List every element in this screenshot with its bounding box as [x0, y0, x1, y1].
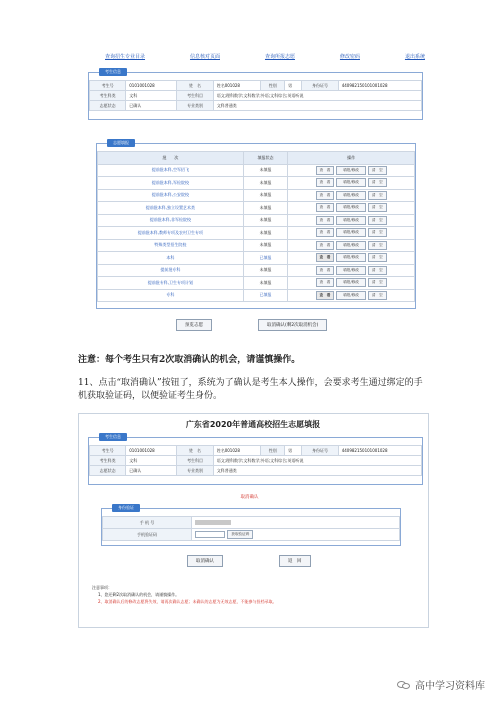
name-label: 姓 名	[177, 446, 213, 456]
col-action: 操作	[288, 152, 415, 165]
table-row	[98, 289, 415, 302]
back-button[interactable]: 返 回	[279, 555, 311, 567]
notes-list	[92, 584, 277, 605]
subjects-value: 语文;理科数学;文科数学;外语;文科综合;英语听说	[213, 91, 421, 101]
view-button[interactable]: 查 看	[316, 166, 335, 175]
batch-name: 提前批本科,空军招飞	[98, 164, 244, 177]
cancel-confirm-submit[interactable]: 取消确认	[187, 555, 223, 567]
name-value: 姓名001028	[213, 81, 261, 91]
exam-no-value: 0101001028	[126, 446, 177, 456]
note-item: 2、取消确认后的修改志愿将失效，请再次确认志愿；未确认的志愿为无效志愿，不能参与投档录取。	[98, 599, 277, 604]
nav-major-catalog[interactable]: 查询招生专业目录	[105, 54, 146, 60]
edit-button[interactable]: 填报/修改	[336, 253, 366, 262]
panel-title: 考生信息	[99, 68, 127, 76]
volunteer-panel	[96, 140, 416, 309]
exam-no-value: 0101001028	[126, 81, 177, 91]
view-button[interactable]: 查 看	[316, 278, 335, 287]
wechat-icon	[397, 680, 411, 690]
panel-title: 身份验证	[112, 504, 140, 512]
view-button[interactable]: 查 看	[316, 253, 335, 262]
fill-state: 未填报	[243, 164, 287, 177]
view-button[interactable]: 查 看	[316, 203, 335, 212]
clear-button[interactable]: 清 空	[368, 228, 387, 237]
table-row	[98, 264, 415, 277]
phone-masked-value	[195, 520, 231, 525]
row-actions	[288, 214, 415, 227]
clear-button[interactable]: 清 空	[368, 253, 387, 262]
batch-name: 提前批本科,教师专项及农村卫生专项	[98, 227, 244, 240]
get-code-button[interactable]: 获取验证码	[227, 530, 253, 539]
fill-state: 未填报	[243, 214, 287, 227]
category-value: 文科	[126, 91, 177, 101]
subjects-label: 考生科目	[177, 456, 213, 466]
note-item: 1、您还剩2次取消确认的机会，请谨慎操作。	[98, 592, 180, 597]
view-button[interactable]: 查 看	[316, 228, 335, 237]
gender-value: 男	[285, 446, 302, 456]
view-button[interactable]: 查 看	[316, 216, 335, 225]
row-actions	[288, 164, 415, 177]
row-actions	[288, 264, 415, 277]
identity-verify-panel	[101, 505, 401, 546]
major-value: 文科普通类	[213, 466, 421, 476]
batch-name: 特殊类型招生院校	[98, 239, 244, 252]
cancel-confirm-heading: 取消确认	[240, 495, 259, 500]
clear-button[interactable]: 清 空	[368, 178, 387, 187]
table-row	[98, 177, 415, 190]
status-value: 已确认	[126, 466, 177, 476]
fill-state: 未填报	[243, 264, 287, 277]
exam-no-label: 考生号	[90, 81, 126, 91]
view-button[interactable]: 查 看	[316, 178, 335, 187]
subjects-label: 考生科目	[177, 91, 213, 101]
id-label: 身份证号	[302, 446, 338, 456]
batch-name: 提前批本科,军检院校	[98, 177, 244, 190]
row-actions	[288, 239, 415, 252]
category-value: 文科	[126, 456, 177, 466]
id-label: 身份证号	[302, 81, 338, 91]
fill-state: 未填报	[243, 202, 287, 215]
volunteer-table	[97, 151, 415, 302]
edit-button[interactable]: 填报/修改	[336, 203, 366, 212]
edit-button[interactable]: 填报/修改	[336, 191, 366, 200]
student-info-table	[89, 445, 422, 476]
phone-label: 手 机 号	[103, 517, 192, 529]
table-row	[98, 252, 415, 265]
edit-button[interactable]: 填报/修改	[336, 228, 366, 237]
clear-button[interactable]: 清 空	[368, 216, 387, 225]
nav-query-volunteer[interactable]: 查询所报志愿	[264, 54, 295, 60]
top-nav	[105, 53, 425, 60]
student-info-panel	[88, 69, 423, 120]
batch-name: 提前批专科	[98, 264, 244, 277]
row-actions	[288, 189, 415, 202]
clear-button[interactable]: 清 空	[368, 291, 387, 300]
clear-button[interactable]: 清 空	[368, 241, 387, 250]
gender-value: 男	[285, 81, 302, 91]
fill-state: 未填报	[243, 277, 287, 290]
preview-button[interactable]: 预览志愿	[176, 319, 212, 331]
edit-button[interactable]: 填报/修改	[336, 216, 366, 225]
clear-button[interactable]: 清 空	[368, 278, 387, 287]
clear-button[interactable]: 清 空	[368, 266, 387, 275]
batch-name: 提前批本科,独立设置艺术类	[98, 202, 244, 215]
fill-state: 未填报	[243, 227, 287, 240]
nav-change-password[interactable]: 修改密码	[339, 54, 360, 60]
col-state: 填报状态	[243, 152, 287, 165]
batch-name: 提前批本科,公安院校	[98, 189, 244, 202]
edit-button[interactable]: 填报/修改	[336, 266, 366, 275]
student-info-table	[89, 80, 422, 111]
edit-button[interactable]: 填报/修改	[336, 278, 366, 287]
subjects-value: 语文;理科数学;文科数学;外语;文科综合;英语听说	[213, 456, 421, 466]
batch-name: 提前批本科,非军检院校	[98, 214, 244, 227]
fill-state: 未填报	[243, 239, 287, 252]
row-actions	[288, 252, 415, 265]
name-value: 姓名001028	[213, 446, 261, 456]
footer-text: 高中学习资料库	[415, 681, 485, 692]
clear-button[interactable]: 清 空	[368, 191, 387, 200]
table-row	[98, 227, 415, 240]
major-label: 专业类别	[177, 466, 213, 476]
status-label: 志愿状态	[90, 466, 126, 476]
notes-title: 注意事项：	[92, 585, 112, 590]
fill-state: 已填报	[243, 289, 287, 302]
status-value: 已确认	[126, 101, 177, 111]
view-button[interactable]: 查 看	[316, 241, 335, 250]
table-row	[98, 202, 415, 215]
id-value: 440982150101001028	[338, 446, 421, 456]
row-actions	[288, 289, 415, 302]
table-row	[98, 164, 415, 177]
status-label: 志愿状态	[90, 101, 126, 111]
code-cell	[192, 529, 400, 541]
batch-name: 本科	[98, 252, 244, 265]
row-actions	[288, 202, 415, 215]
exam-no-label: 考生号	[90, 446, 126, 456]
panel-title: 考生信息	[99, 433, 127, 441]
batch-name: 专科	[98, 289, 244, 302]
edit-button[interactable]: 填报/修改	[336, 178, 366, 187]
gender-label: 性别	[261, 81, 285, 91]
major-value: 文科普通类	[213, 101, 421, 111]
table-row	[98, 239, 415, 252]
phone-cell	[192, 517, 400, 529]
col-batch: 批 次	[98, 152, 244, 165]
nav-logout[interactable]: 退出系统	[404, 54, 425, 60]
footer-watermark	[397, 677, 485, 692]
table-row	[98, 277, 415, 290]
view-button[interactable]: 查 看	[316, 191, 335, 200]
gender-label: 性别	[261, 446, 285, 456]
step-11-text: 11、点击“取消确认”按钮了，系统为了确认是考生本人操作，会要求考生通过绑定的手机获取验证码，以便验证考生身份。	[78, 378, 423, 401]
cancel-confirm-button[interactable]: 取消确认(剩2次取消机会)	[258, 319, 327, 331]
edit-button[interactable]: 填报/修改	[336, 291, 366, 300]
verify-table	[102, 516, 400, 541]
view-button[interactable]: 查 看	[316, 266, 335, 275]
view-button[interactable]: 查 看	[316, 291, 335, 300]
name-label: 姓 名	[177, 81, 213, 91]
row-actions	[288, 227, 415, 240]
table-row	[98, 214, 415, 227]
category-label: 考生科类	[90, 91, 126, 101]
warning-note: 注意：每个考生只有2次取消确认的机会，请谨慎操作。	[78, 355, 301, 365]
volunteer-rows	[98, 164, 415, 302]
edit-button[interactable]: 填报/修改	[336, 241, 366, 250]
table-row	[98, 189, 415, 202]
clear-button[interactable]: 清 空	[368, 166, 387, 175]
category-label: 考生科类	[90, 456, 126, 466]
page-title: 广东省2020年普通高校招生志愿填报	[185, 420, 321, 429]
student-info-panel-2	[88, 434, 423, 485]
panel-title: 志愿填报	[107, 139, 135, 147]
fill-state: 未填报	[243, 177, 287, 190]
nav-info-check[interactable]: 信息核对页面	[189, 54, 220, 60]
major-label: 专业类别	[177, 101, 213, 111]
id-value: 440982150101001028	[338, 81, 421, 91]
edit-button[interactable]: 填报/修改	[336, 166, 366, 175]
fill-state: 未填报	[243, 189, 287, 202]
row-actions	[288, 277, 415, 290]
fill-state: 已填报	[243, 252, 287, 265]
clear-button[interactable]: 清 空	[368, 203, 387, 212]
code-label: 手机验证码	[103, 529, 192, 541]
code-input[interactable]	[195, 531, 225, 538]
batch-name: 提前批专科,卫生专项计划	[98, 277, 244, 290]
row-actions	[288, 177, 415, 190]
